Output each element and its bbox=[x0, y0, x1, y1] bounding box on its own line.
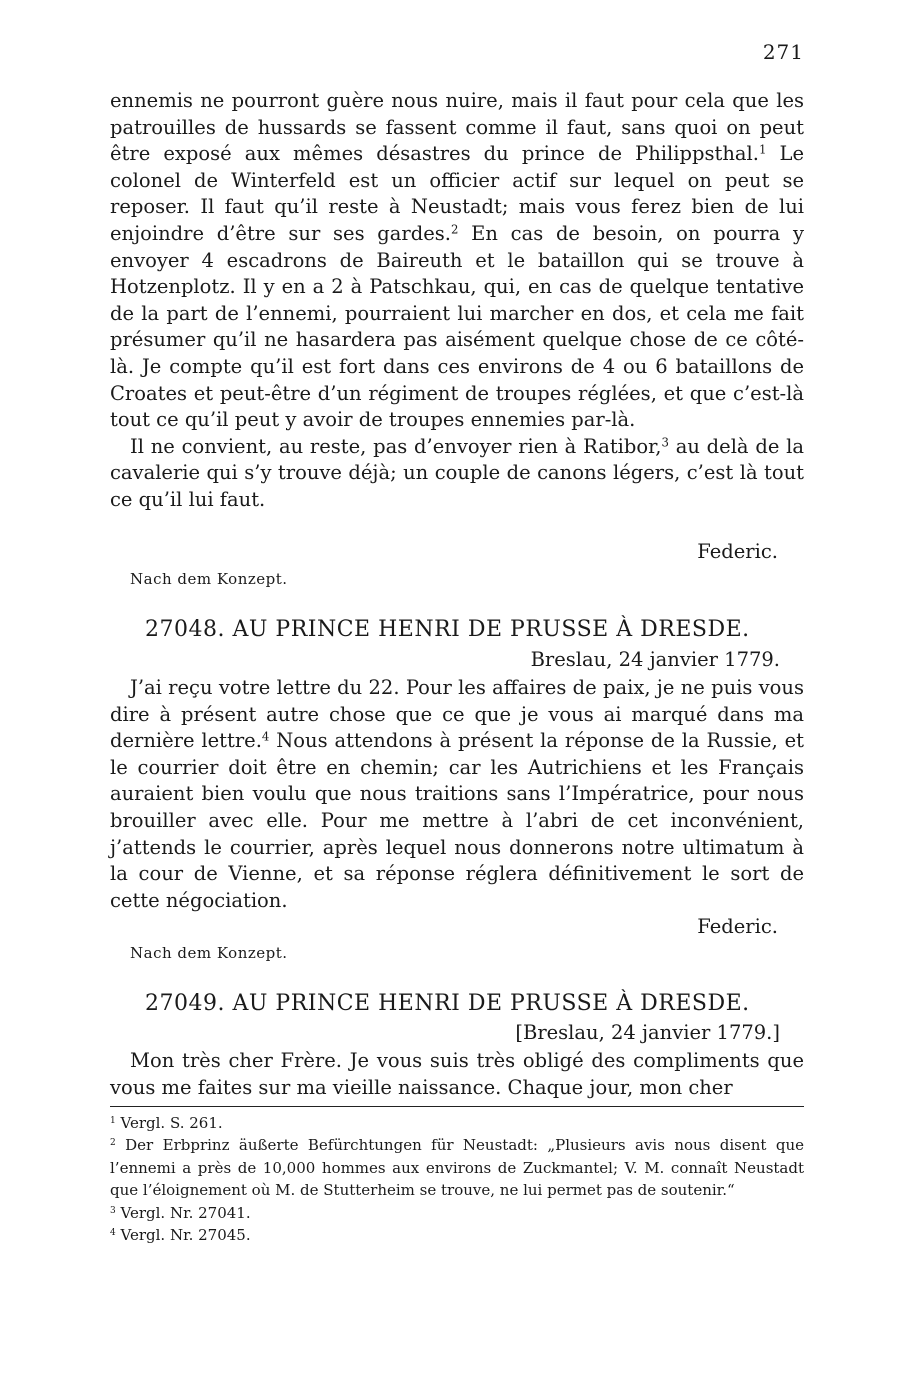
dateline: [Breslau, 24 janvier 1779.] bbox=[515, 1021, 780, 1044]
footnote-ref: 1 bbox=[758, 142, 767, 157]
footnote bbox=[110, 1134, 804, 1201]
dateline: Breslau, 24 janvier 1779. bbox=[530, 648, 780, 671]
paragraph bbox=[110, 88, 804, 434]
paragraph-text: Il ne convient, au reste, pas d’envoyer rien à Ratibor, bbox=[130, 434, 662, 458]
letter-body bbox=[110, 675, 804, 914]
paragraph bbox=[110, 675, 804, 914]
signature: Federic. bbox=[697, 915, 778, 938]
paragraph-text: au delà de la cavalerie qui s’y trouve déjà; un couple de canons légers, c’est là tout ce qu’il lui faut. bbox=[110, 434, 804, 511]
footnote-ref: 4 bbox=[261, 729, 270, 744]
source-note: Nach dem Konzept. bbox=[130, 944, 288, 962]
footnote-ref: 3 bbox=[661, 435, 669, 450]
footnote-text: Der Erbprinz äußerte Befürchtungen für Neustadt: „Plusieurs avis nous disent que l’ennemi a près de 10,000 hommes aux environs de Zuckmantel; V. M. connaît Neustadt que l’éloignement où M. de Stutterheim se trouve, ne lui permet pas de soutenir.“ bbox=[110, 1136, 804, 1200]
paragraph-text: ennemis ne pourront guère nous nuire, mais il faut pour cela que les patrouilles de hussards se fassent comme il faut, sans quoi on peut être exposé aux mêmes désastres du prince de Philippsthal. bbox=[110, 89, 804, 166]
footnote-divider bbox=[110, 1106, 804, 1107]
footnote-ref: 2 bbox=[450, 222, 459, 237]
footnote-mark: 2 bbox=[110, 1138, 116, 1149]
continued-letter-text bbox=[110, 88, 804, 514]
footnote-text: Vergl. Nr. 27045. bbox=[120, 1226, 251, 1245]
footnote bbox=[110, 1112, 804, 1134]
paragraph bbox=[110, 434, 804, 514]
paragraph-text: Nous attendons à présent la réponse de la Russie, et le courrier doit être en chemin; car les Autrichiens et les Français auraient bien voulu que nous traitions sans l’Impératrice, pour nous brouiller avec elle. Pour me mettre à l’abri de cet inconvénient, j’attends le courrier, après lequel nous donnerons notre ultimatum à la cour de Vienne, et sa réponse réglera définitivement le sort de cette négociation. bbox=[110, 729, 805, 912]
footnote bbox=[110, 1224, 804, 1246]
letter-heading: 27049. AU PRINCE HENRI DE PRUSSE À DRESDE. bbox=[145, 991, 750, 1016]
paragraph-text: J’ai reçu votre lettre du 22. Pour les affaires de paix, je ne puis vous dire à présent autre chose que ce que je vous ai marqué dans ma dernière lettre. bbox=[110, 676, 804, 753]
page-number: 271 bbox=[762, 40, 804, 64]
footnote bbox=[110, 1202, 804, 1224]
letter-heading: 27048. AU PRINCE HENRI DE PRUSSE À DRESDE. bbox=[145, 617, 750, 642]
paragraph-text: Mon très cher Frère. Je vous suis très obligé des compliments que vous me faites sur ma vieille naissance. Chaque jour, mon cher bbox=[110, 1049, 804, 1099]
paragraph-text: En cas de besoin, on pourra y envoyer 4 escadrons de Baireuth et le bataillon qui se trouve à Hotzenplotz. Il y en a 2 à Patschkau, qui, en cas de quelque tentative de la part de l’ennemi, pourraient lui marcher en dos, et cela me fait présumer qu’il ne hasardera pas aisément quelque chose de ce côté-là. Je compte qu’il est fort dans ces environs de 4 ou 6 bataillons de Croates et peut-être d’un régiment de troupes réglées, et que c’est-là tout ce qu’il peut y avoir de troupes ennemies par-là. bbox=[110, 221, 805, 432]
footnote-text: Vergl. Nr. 27041. bbox=[120, 1203, 251, 1222]
footnotes bbox=[110, 1112, 804, 1246]
paragraph bbox=[110, 1048, 804, 1101]
footnote-mark: 1 bbox=[110, 1116, 116, 1127]
signature: Federic. bbox=[697, 540, 778, 563]
paragraph-text: Le colonel de Winterfeld est un officier actif sur lequel on peut se reposer. Il faut qu’il reste à Neustadt; mais vous ferez bien de lui enjoindre d’être sur ses gardes. bbox=[110, 142, 804, 245]
footnote-mark: 3 bbox=[110, 1205, 116, 1216]
footnote-text: Vergl. S. 261. bbox=[120, 1114, 223, 1132]
source-note: Nach dem Konzept. bbox=[130, 570, 288, 588]
letter-body bbox=[110, 1048, 804, 1101]
footnote-mark: 4 bbox=[110, 1228, 116, 1239]
